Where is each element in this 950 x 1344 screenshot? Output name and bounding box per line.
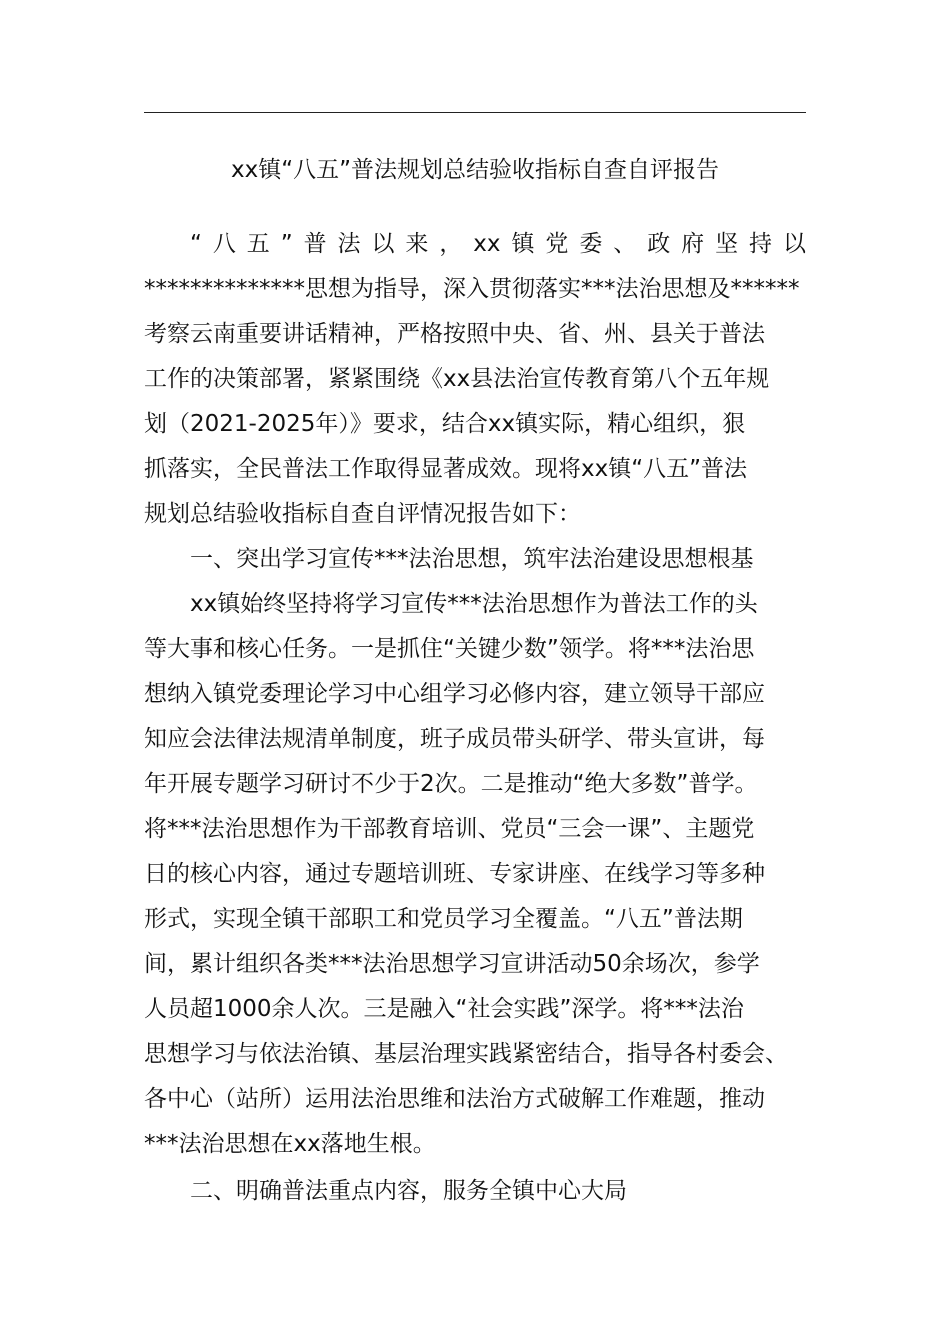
- intro-first-line-char: 来: [405, 231, 429, 257]
- intro-first-line-char: ”: [280, 231, 293, 257]
- section-1-line: 各中心（站所）运用法治思维和法治方式破解工作难题，推动: [144, 1086, 765, 1112]
- intro-first-line-char: 府: [681, 231, 705, 257]
- intro-first-line-char: ，: [439, 231, 463, 257]
- intro-line: 划（2021-2025年）》要求，结合xx镇实际，精心组织，狠: [144, 411, 746, 437]
- intro-first-line: [144, 222, 806, 267]
- intro-first-line-char: 持: [749, 231, 773, 257]
- section-1-line: 思想学习与依法治镇、基层治理实践紧密结合，指导各村委会、: [144, 1041, 788, 1067]
- intro-line: 考察云南重要讲话精神，严格按照中央、省、州、县关于普法: [144, 321, 765, 347]
- section-2-heading: 二、明确普法重点内容，服务全镇中心大局: [190, 1178, 627, 1204]
- section-1-line: 知应会法律法规清单制度，班子成员带头研学、带头宣讲，每: [144, 726, 765, 752]
- intro-line: 规划总结验收指标自查自评情况报告如下：: [144, 501, 581, 527]
- intro-first-line-char: 五: [246, 231, 270, 257]
- section-1-line: 日的核心内容，通过专题培训班、专家讲座、在线学习等多种: [144, 861, 765, 887]
- section-1-line: ***法治思想在xx落地生根。: [144, 1131, 436, 1157]
- header-rule: [144, 112, 806, 113]
- intro-first-line-char: 八: [212, 231, 236, 257]
- intro-first-line-char: “: [190, 231, 202, 257]
- intro-first-line-char: 以: [371, 231, 395, 257]
- intro-line: **************思想为指导，深入贯彻落实***法治思想及******: [144, 276, 800, 302]
- intro-first-line-char: 政: [647, 231, 671, 257]
- section-1-line: 将***法治思想作为干部教育培训、党员“三会一课”、主题党: [144, 816, 755, 842]
- section-1-line: 间，累计组织各类***法治思想学习宣讲活动50余场次，参学: [144, 951, 760, 977]
- intro-first-line-char: 法: [337, 231, 361, 257]
- section-1-line: 形式，实现全镇干部职工和党员学习全覆盖。“八五”普法期: [144, 906, 743, 932]
- section-1-line: 等大事和核心任务。一是抓住“关键少数”领学。将***法治思: [144, 636, 755, 662]
- intro-first-line-char: 镇: [511, 231, 535, 257]
- intro-first-line-char: 、: [613, 231, 637, 257]
- document-title: xx镇“八五”普法规划总结验收指标自查自评报告: [230, 157, 720, 183]
- section-1-line: 人员超1000余人次。三是融入“社会实践”深学。将***法治: [144, 996, 744, 1022]
- intro-first-line-char: 党: [545, 231, 569, 257]
- intro-first-line-char: 委: [579, 231, 603, 257]
- intro-first-line-char: xx: [473, 231, 501, 257]
- section-1-line: 想纳入镇党委理论学习中心组学习必修内容，建立领导干部应: [144, 681, 765, 707]
- section-1-line: 年开展专题学习研讨不少于2次。二是推动“绝大多数”普学。: [144, 771, 758, 797]
- intro-first-line-char: 以: [782, 231, 806, 257]
- intro-first-line-char: 普: [303, 231, 327, 257]
- document-body: [144, 222, 806, 1214]
- intro-first-line-char: 坚: [715, 231, 739, 257]
- intro-line: 工作的决策部署，紧紧围绕《xx县法治宣传教育第八个五年规: [144, 366, 770, 392]
- intro-line: 抓落实，全民普法工作取得显著成效。现将xx镇“八五”普法: [144, 456, 748, 482]
- section-1-heading: 一、突出学习宣传***法治思想，筑牢法治建设思想根基: [190, 546, 754, 572]
- section-1-line: xx镇始终坚持将学习宣传***法治思想作为普法工作的头: [190, 591, 758, 617]
